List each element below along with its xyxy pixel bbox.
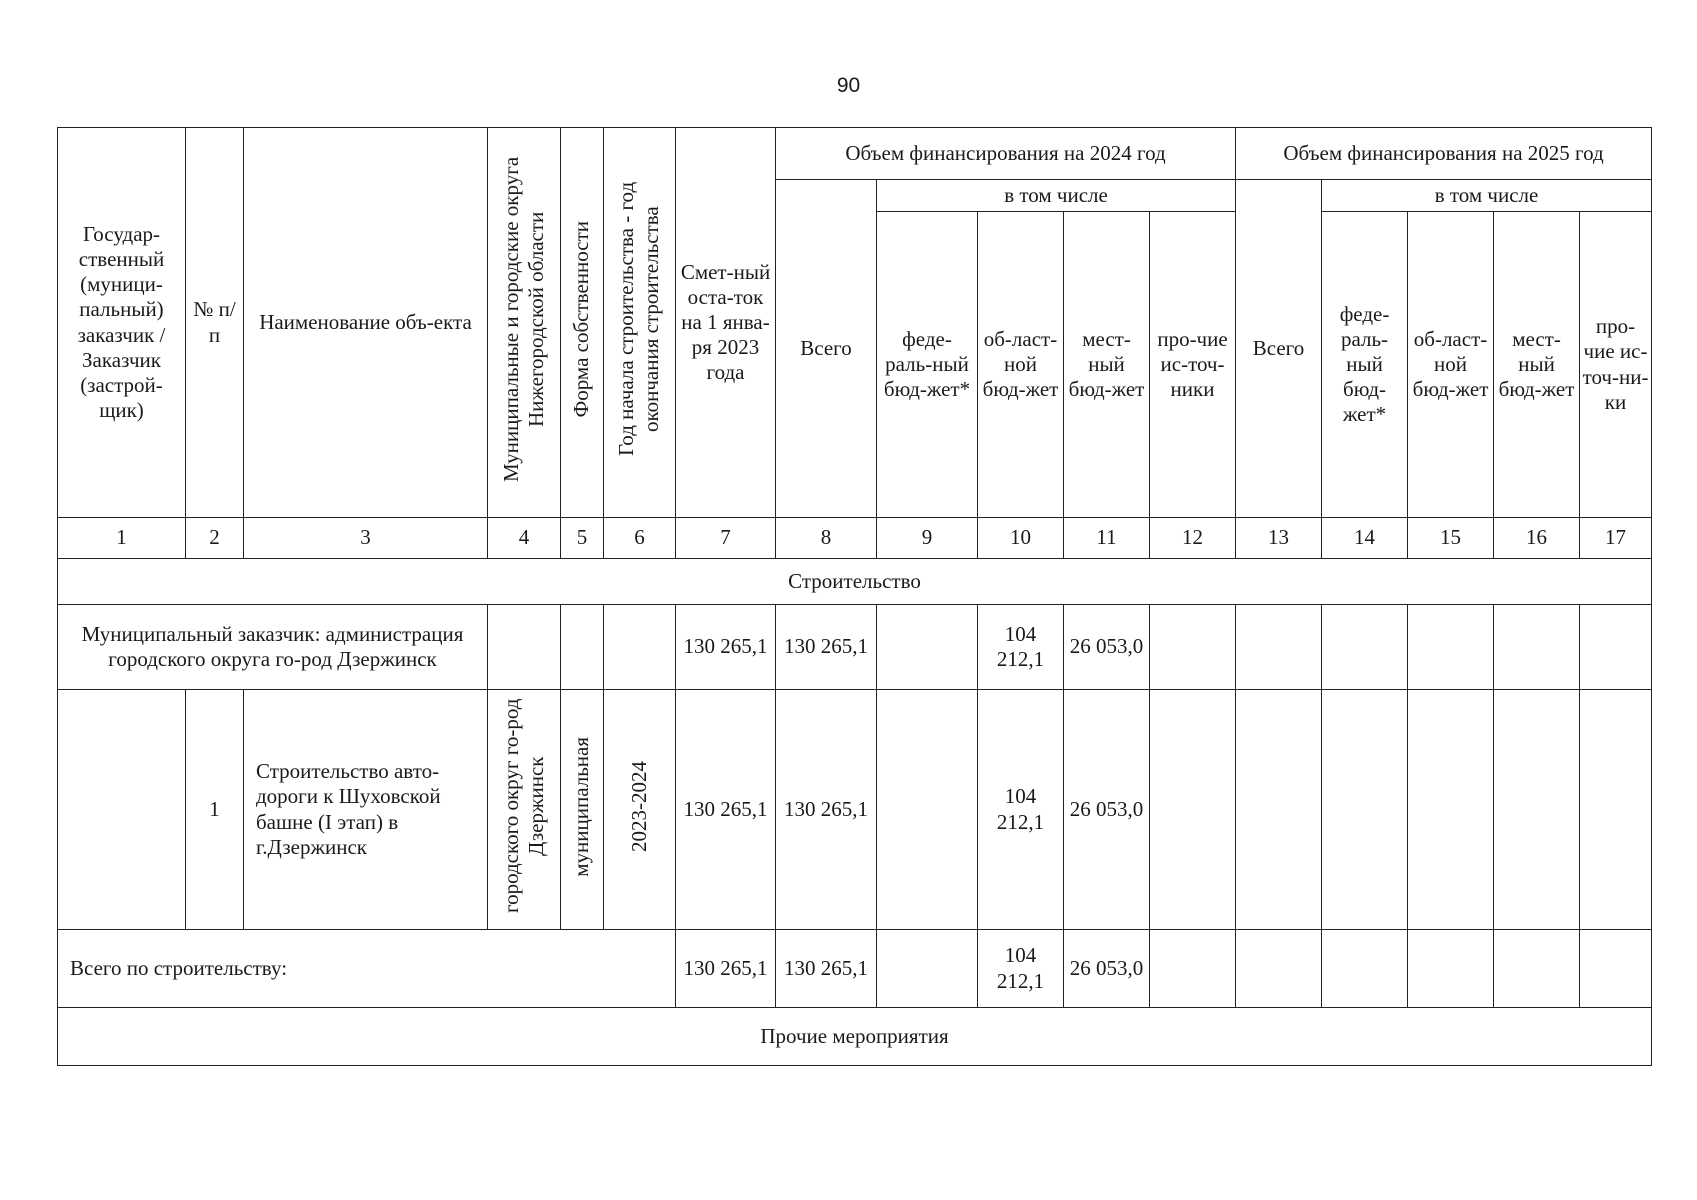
total-label: Всего по строительству: <box>58 930 676 1008</box>
column-number: 14 <box>1322 518 1408 559</box>
empty-cell <box>58 690 186 930</box>
object-estimated-balance: 130 265,1 <box>676 690 776 930</box>
object-local-2024: 26 053,0 <box>1064 690 1150 930</box>
empty-cell <box>877 690 978 930</box>
header-object-name-text: Наименование объ-екта <box>259 309 472 334</box>
section-other-activities: Прочие мероприятия <box>58 1008 1652 1066</box>
total-row <box>58 930 1652 1008</box>
column-number: 2 <box>186 518 244 559</box>
header-years <box>604 128 676 518</box>
object-ownership-text: муниципальная <box>569 736 594 877</box>
header-including-2025 <box>1322 180 1652 212</box>
header-regional-2025 <box>1408 212 1494 518</box>
customer-local-2024: 26 053,0 <box>1064 605 1150 690</box>
header-ownership <box>561 128 604 518</box>
empty-cell <box>877 930 978 1008</box>
empty-cell <box>1322 605 1408 690</box>
header-local-2024 <box>1064 212 1150 518</box>
header-other-2025 <box>1580 212 1652 518</box>
header-federal-2024 <box>877 212 978 518</box>
header-financing-2025 <box>1236 128 1652 180</box>
header-other-2025-text: про-чие ис-точ-ни-ки <box>1582 314 1649 414</box>
header-regional-2025-text: об-ласт-ной бюд-жет <box>1412 326 1489 402</box>
customer-name: Муниципальный заказчик: администрация городского округа го-род Дзержинск <box>58 605 488 690</box>
empty-cell <box>1322 690 1408 930</box>
empty-cell <box>1408 605 1494 690</box>
customer-row <box>58 605 1652 690</box>
column-number: 9 <box>877 518 978 559</box>
object-num: 1 <box>186 690 244 930</box>
header-row-1 <box>58 128 1652 180</box>
header-federal-2025-text: феде-раль-ный бюд-жет* <box>1339 301 1390 427</box>
header-including-2024 <box>877 180 1236 212</box>
customer-total-2024: 130 265,1 <box>776 605 877 690</box>
empty-cell <box>1236 930 1322 1008</box>
empty-cell <box>877 605 978 690</box>
header-estimated-balance <box>676 128 776 518</box>
column-number: 13 <box>1236 518 1322 559</box>
column-number: 1 <box>58 518 186 559</box>
empty-cell <box>1236 690 1322 930</box>
section-construction: Строительство <box>58 559 1652 605</box>
page-number: 90 <box>836 74 861 97</box>
total-regional-2024: 104 212,1 <box>978 930 1064 1008</box>
header-including-2024-text: в том числе <box>1004 182 1108 207</box>
column-number: 4 <box>488 518 561 559</box>
empty-cell <box>1150 690 1236 930</box>
column-number: 11 <box>1064 518 1150 559</box>
section-other-row <box>58 1008 1652 1066</box>
column-number: 12 <box>1150 518 1236 559</box>
customer-estimated-balance: 130 265,1 <box>676 605 776 690</box>
column-number: 15 <box>1408 518 1494 559</box>
empty-cell <box>1580 930 1652 1008</box>
object-municipality <box>488 690 561 930</box>
column-number: 5 <box>561 518 604 559</box>
header-financing-2024-text: Объем финансирования на 2024 год <box>845 140 1166 165</box>
total-total-2024: 130 265,1 <box>776 930 877 1008</box>
object-name: Строительство авто-дороги к Шуховской башне (I этап) в г.Дзержинск <box>244 690 488 930</box>
object-municipality-text: городского округ го-род Дзержинск <box>498 699 548 914</box>
empty-cell <box>1494 605 1580 690</box>
header-num-text: № п/п <box>193 297 236 347</box>
column-number: 7 <box>676 518 776 559</box>
header-federal-2025 <box>1322 212 1408 518</box>
header-federal-2024-text: феде-раль-ный бюд-жет* <box>883 326 971 402</box>
header-regional-2024-text: об-ласт-ной бюд-жет <box>982 326 1059 402</box>
empty-cell <box>488 605 561 690</box>
empty-cell <box>1580 605 1652 690</box>
header-total-2024-text: Всего <box>800 335 852 360</box>
financing-table <box>57 127 1652 1066</box>
empty-cell <box>604 605 676 690</box>
header-num <box>186 128 244 518</box>
empty-cell <box>1236 605 1322 690</box>
empty-cell <box>1408 930 1494 1008</box>
empty-cell <box>1322 930 1408 1008</box>
header-local-2025-text: мест-ный бюд-жет <box>1498 326 1575 402</box>
object-regional-2024: 104 212,1 <box>978 690 1064 930</box>
header-total-2025 <box>1236 180 1322 518</box>
header-ownership-text: Форма собственности <box>569 221 594 418</box>
header-years-text: Год начала строительства - год окончания строительства <box>614 182 664 457</box>
object-row <box>58 690 1652 930</box>
header-other-2024-text: про-чие ис-точ-ники <box>1157 326 1228 402</box>
header-municipality-text: Муниципальные и городские округа Нижегородской области <box>498 156 548 482</box>
customer-regional-2024: 104 212,1 <box>978 605 1064 690</box>
header-including-2025-text: в том числе <box>1434 182 1539 207</box>
total-estimated-balance: 130 265,1 <box>676 930 776 1008</box>
header-customer <box>58 128 186 518</box>
header-customer-text: Государ-ственный (муници-пальный) заказчик / Заказчик (застрой-щик) <box>77 221 166 423</box>
empty-cell <box>1150 930 1236 1008</box>
object-years <box>604 690 676 930</box>
header-municipality <box>488 128 561 518</box>
empty-cell <box>561 605 604 690</box>
object-ownership <box>561 690 604 930</box>
object-years-text: 2023-2024 <box>626 760 651 852</box>
header-estimated-balance-text: Смет-ный оста-ток на 1 янва-ря 2023 года <box>680 259 771 385</box>
object-total-2024: 130 265,1 <box>776 690 877 930</box>
header-total-2025-text: Всего <box>1252 335 1305 360</box>
header-financing-2025-text: Объем финансирования на 2025 год <box>1283 140 1604 165</box>
empty-cell <box>1494 930 1580 1008</box>
column-number: 8 <box>776 518 877 559</box>
column-number: 6 <box>604 518 676 559</box>
header-local-2024-text: мест-ный бюд-жет <box>1068 326 1145 402</box>
column-number: 10 <box>978 518 1064 559</box>
empty-cell <box>1494 690 1580 930</box>
section-construction-row <box>58 559 1652 605</box>
empty-cell <box>1408 690 1494 930</box>
header-financing-2024 <box>776 128 1236 180</box>
header-regional-2024 <box>978 212 1064 518</box>
total-local-2024: 26 053,0 <box>1064 930 1150 1008</box>
column-numbers-row <box>58 518 1652 559</box>
column-number: 16 <box>1494 518 1580 559</box>
header-other-2024 <box>1150 212 1236 518</box>
header-total-2024 <box>776 180 877 518</box>
column-number: 3 <box>244 518 488 559</box>
column-number: 17 <box>1580 518 1652 559</box>
empty-cell <box>1150 605 1236 690</box>
empty-cell <box>1580 690 1652 930</box>
header-local-2025 <box>1494 212 1580 518</box>
header-object-name <box>244 128 488 518</box>
